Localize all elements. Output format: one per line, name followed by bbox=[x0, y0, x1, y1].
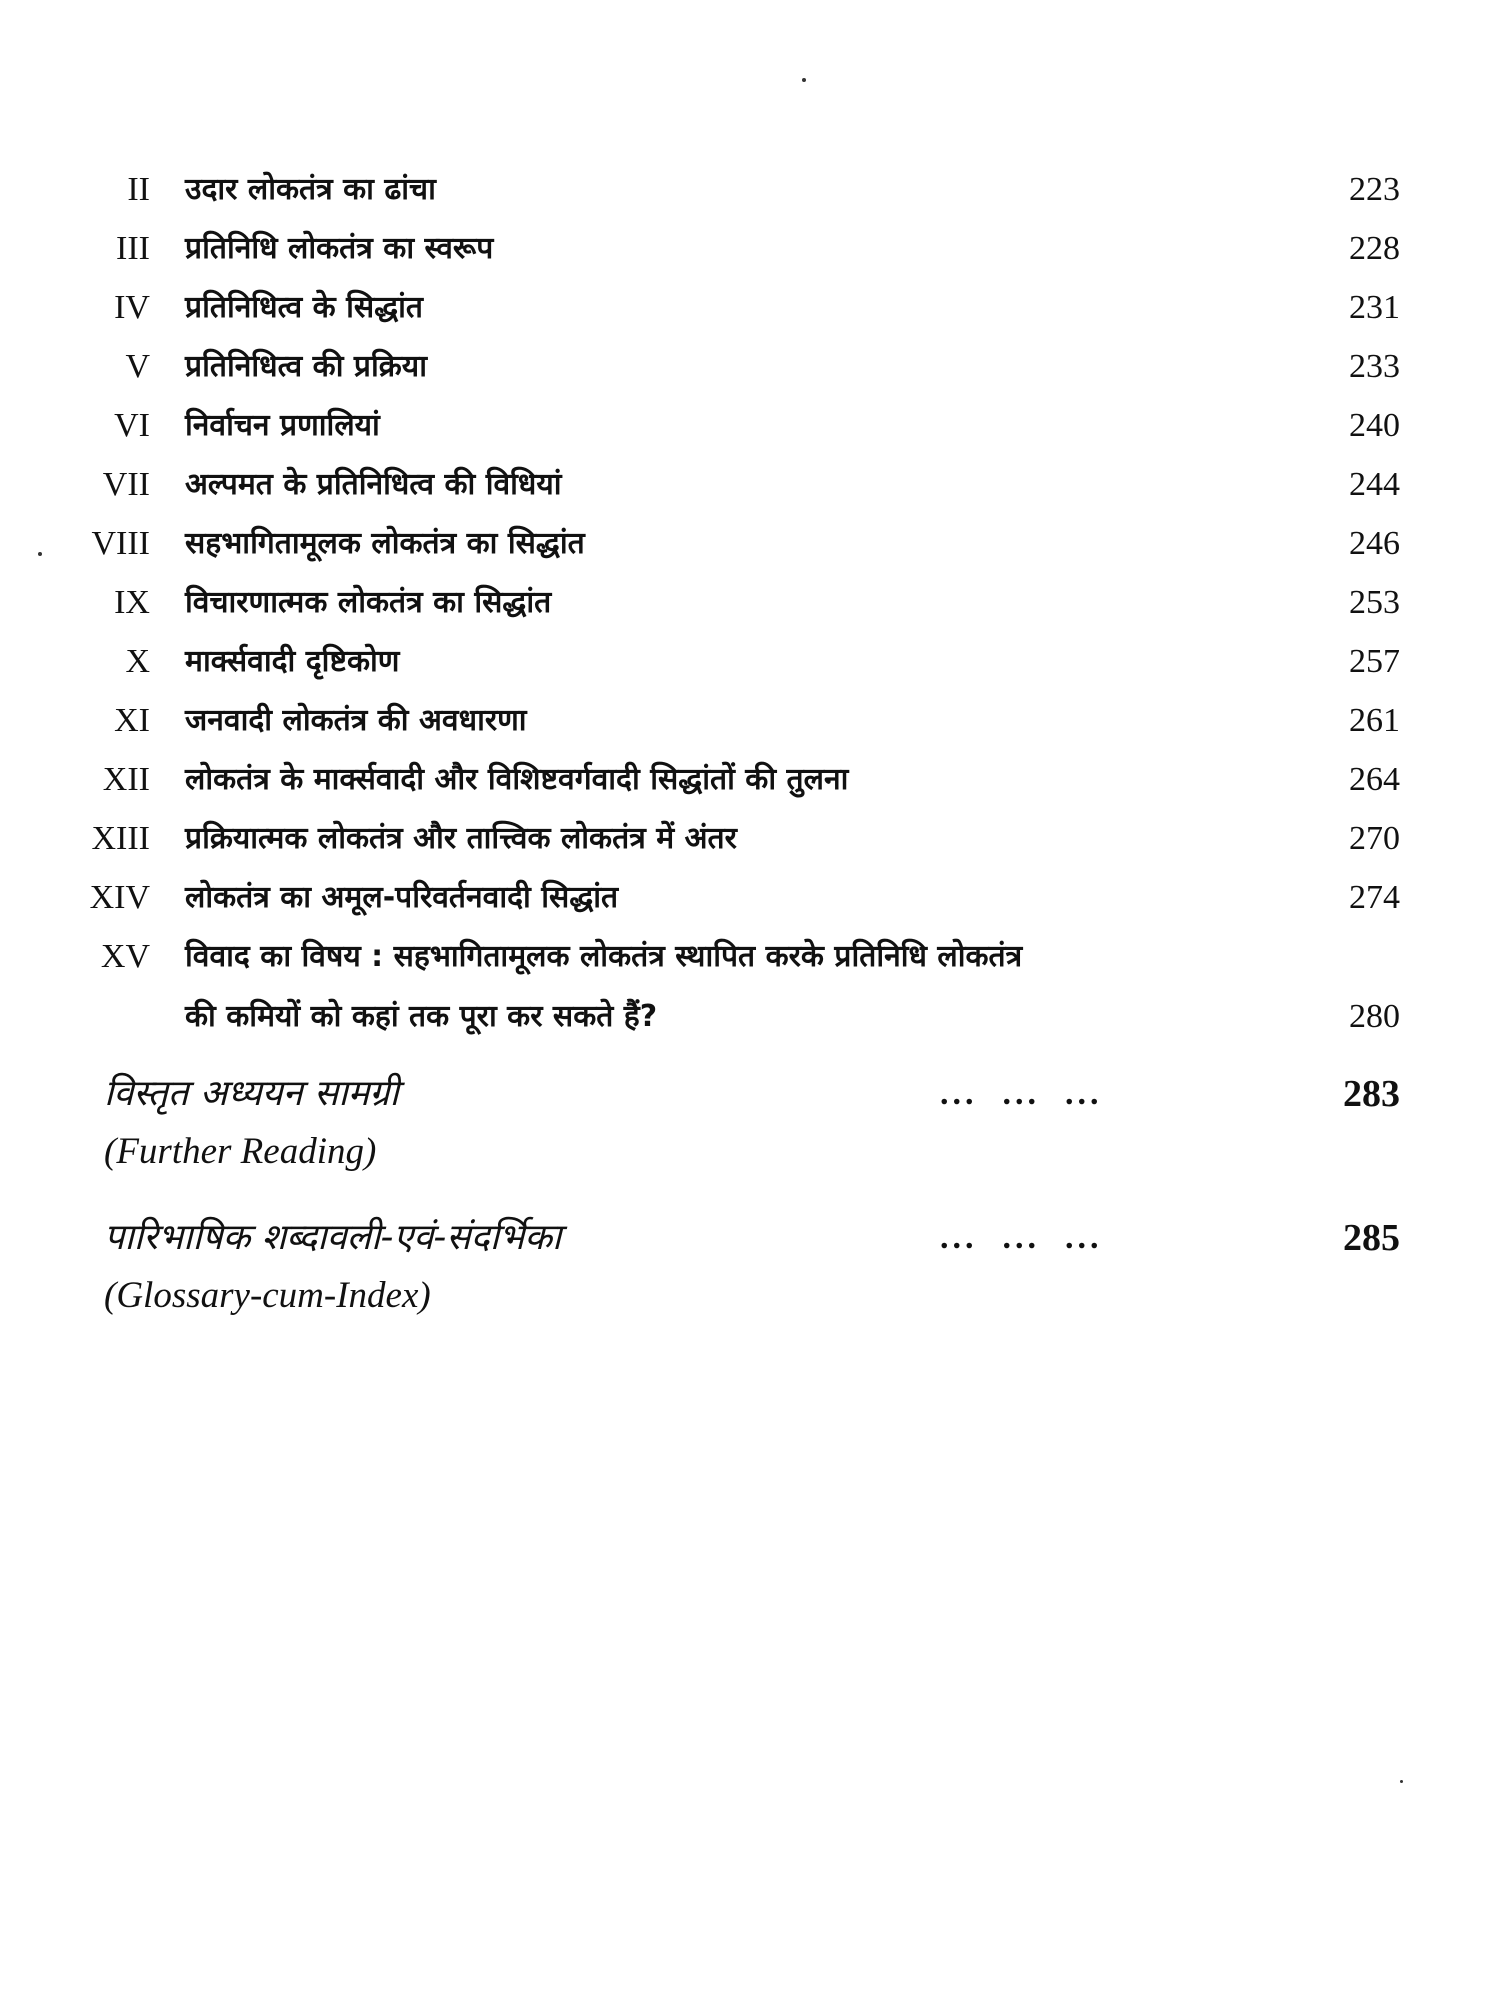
page-number: 253 bbox=[1349, 584, 1400, 621]
chapter-number: X bbox=[125, 643, 150, 680]
page-number: 270 bbox=[1349, 820, 1400, 857]
page-number: 223 bbox=[1349, 171, 1400, 208]
page-number: 244 bbox=[1349, 466, 1400, 503]
chapter-number: V bbox=[125, 348, 150, 385]
chapter-title: प्रतिनिधित्व के सिद्धांत bbox=[185, 290, 424, 325]
page-number: 240 bbox=[1349, 407, 1400, 444]
chapter-number: IX bbox=[114, 584, 150, 621]
chapter-number: II bbox=[127, 171, 150, 208]
chapter-title-line1: विवाद का विषय : सहभागितामूलक लोकतंत्र स्थापित करके प्रतिनिधि लोकतंत्र bbox=[185, 939, 1023, 974]
chapter-title: प्रतिनिधि लोकतंत्र का स्वरूप bbox=[185, 231, 494, 266]
chapter-title: विचारणात्मक लोकतंत्र का सिद्धांत bbox=[185, 585, 552, 620]
toc-entry[interactable] bbox=[0, 345, 1500, 405]
chapter-number: VIII bbox=[91, 525, 150, 562]
page-number: 261 bbox=[1349, 702, 1400, 739]
chapter-number: XII bbox=[102, 761, 150, 798]
chapter-title: उदार लोकतंत्र का ढांचा bbox=[185, 172, 436, 207]
toc-entry[interactable] bbox=[0, 699, 1500, 759]
chapter-title: प्रक्रियात्मक लोकतंत्र और तात्त्विक लोकतंत्र में अंतर bbox=[185, 821, 737, 856]
scan-speck bbox=[1400, 1780, 1403, 1783]
toc-entry[interactable] bbox=[0, 581, 1500, 641]
chapter-number: VII bbox=[102, 466, 150, 503]
chapter-title-line2: की कमियों को कहां तक पूरा कर सकते हैं? bbox=[185, 999, 658, 1034]
page-number: 257 bbox=[1349, 643, 1400, 680]
toc-entry[interactable] bbox=[0, 463, 1500, 523]
section-subtitle: (Glossary-cum-Index) bbox=[104, 1275, 431, 1316]
chapter-title: मार्क्सवादी दृष्टिकोण bbox=[185, 644, 400, 679]
page-number: 246 bbox=[1349, 525, 1400, 562]
chapter-number: XIV bbox=[89, 879, 150, 916]
page-number: 228 bbox=[1349, 230, 1400, 267]
further-reading-section[interactable] bbox=[0, 1070, 1500, 1190]
toc-entry[interactable] bbox=[0, 758, 1500, 818]
chapter-number: XI bbox=[114, 702, 150, 739]
chapter-title: जनवादी लोकतंत्र की अवधारणा bbox=[185, 703, 527, 738]
section-title: विस्तृत अध्ययन सामग्री bbox=[104, 1073, 399, 1114]
toc-entry[interactable] bbox=[0, 286, 1500, 346]
page-number: 280 bbox=[1349, 998, 1400, 1035]
page-number: 231 bbox=[1349, 289, 1400, 326]
leader-dots: ... ... ... bbox=[940, 1075, 1103, 1112]
section-subtitle: (Further Reading) bbox=[104, 1131, 377, 1172]
page-number: 233 bbox=[1349, 348, 1400, 385]
leader-dots: ... ... ... bbox=[940, 1219, 1103, 1256]
toc-entry-multiline[interactable] bbox=[0, 935, 1500, 1055]
section-title: पारिभाषिक शब्दावली-एवं-संदर्भिका bbox=[104, 1217, 562, 1258]
page-number: 283 bbox=[1343, 1073, 1400, 1115]
toc-entry[interactable] bbox=[0, 227, 1500, 287]
page-number: 285 bbox=[1343, 1217, 1400, 1259]
chapter-number: XV bbox=[100, 938, 150, 975]
glossary-index-section[interactable] bbox=[0, 1214, 1500, 1334]
chapter-title: लोकतंत्र का अमूल-परिवर्तनवादी सिद्धांत bbox=[185, 880, 619, 915]
chapter-title: लोकतंत्र के मार्क्सवादी और विशिष्टवर्गवादी सिद्धांतों की तुलना bbox=[185, 762, 849, 797]
page-number: 274 bbox=[1349, 879, 1400, 916]
chapter-title: अल्पमत के प्रतिनिधित्व की विधियां bbox=[185, 467, 562, 502]
toc-entry[interactable] bbox=[0, 168, 1500, 228]
chapter-title: निर्वाचन प्रणालियां bbox=[185, 408, 380, 443]
toc-entry[interactable] bbox=[0, 876, 1500, 936]
chapter-title: प्रतिनिधित्व की प्रक्रिया bbox=[185, 349, 427, 384]
scan-speck bbox=[802, 78, 806, 82]
toc-entry[interactable] bbox=[0, 817, 1500, 877]
toc-entry[interactable] bbox=[0, 522, 1500, 582]
chapter-number: III bbox=[116, 230, 150, 267]
toc-entry[interactable] bbox=[0, 640, 1500, 700]
chapter-number: IV bbox=[114, 289, 150, 326]
chapter-number: VI bbox=[114, 407, 150, 444]
chapter-number: XIII bbox=[91, 820, 150, 857]
toc-entry[interactable] bbox=[0, 404, 1500, 464]
page-number: 264 bbox=[1349, 761, 1400, 798]
chapter-title: सहभागितामूलक लोकतंत्र का सिद्धांत bbox=[185, 526, 585, 561]
